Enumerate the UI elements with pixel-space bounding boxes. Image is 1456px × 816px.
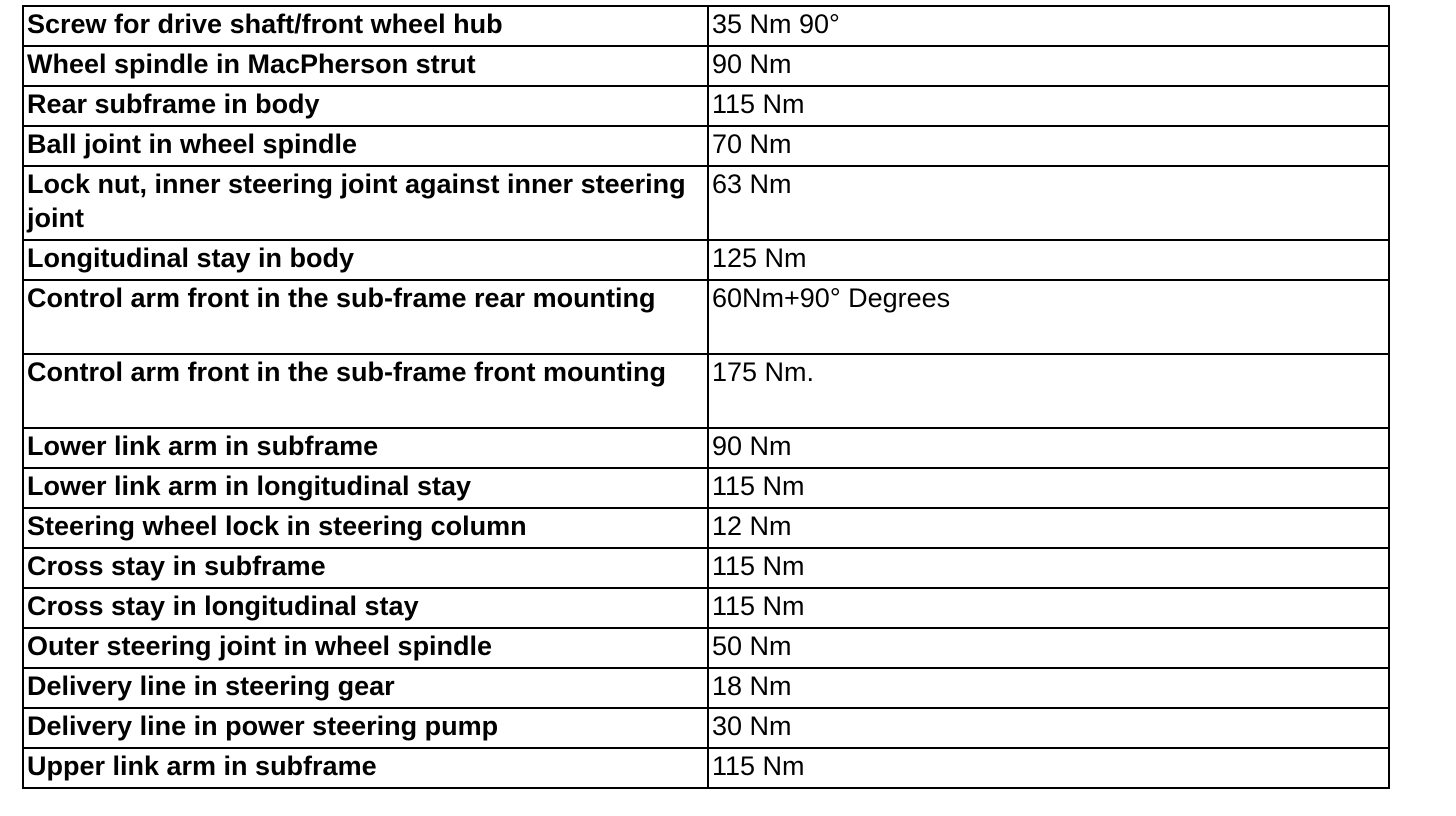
table-row (23, 548, 1389, 588)
part-description-cell: Wheel spindle in MacPherson strut (23, 46, 708, 86)
torque-value-cell: 60Nm+90° Degrees (708, 280, 1389, 354)
table-row (23, 126, 1389, 166)
torque-value-cell: 35 Nm 90° (708, 6, 1389, 46)
table-row (23, 354, 1389, 428)
table-row (23, 628, 1389, 668)
torque-value-cell: 115 Nm (708, 468, 1389, 508)
part-description-cell: Outer steering joint in wheel spindle (23, 628, 708, 668)
part-description-cell: Rear subframe in body (23, 86, 708, 126)
table-row (23, 708, 1389, 748)
torque-value-cell: 50 Nm (708, 628, 1389, 668)
torque-value-cell: 30 Nm (708, 708, 1389, 748)
part-description-cell: Cross stay in subframe (23, 548, 708, 588)
part-description-cell: Lock nut, inner steering joint against inner steering joint (23, 166, 708, 240)
torque-value-cell: 12 Nm (708, 508, 1389, 548)
torque-value-cell: 115 Nm (708, 548, 1389, 588)
torque-spec-sheet (22, 5, 1390, 789)
table-row (23, 166, 1389, 240)
torque-value-cell: 18 Nm (708, 668, 1389, 708)
torque-value-cell: 125 Nm (708, 240, 1389, 280)
part-description-cell: Lower link arm in longitudinal stay (23, 468, 708, 508)
table-row (23, 668, 1389, 708)
table-row (23, 468, 1389, 508)
torque-value-cell: 63 Nm (708, 166, 1389, 240)
part-description-cell: Delivery line in power steering pump (23, 708, 708, 748)
part-description-cell: Ball joint in wheel spindle (23, 126, 708, 166)
torque-value-cell: 175 Nm. (708, 354, 1389, 428)
table-row (23, 240, 1389, 280)
torque-table (22, 5, 1390, 789)
table-row (23, 86, 1389, 126)
torque-value-cell: 90 Nm (708, 46, 1389, 86)
part-description-cell: Control arm front in the sub-frame front mounting (23, 354, 708, 428)
part-description-cell: Delivery line in steering gear (23, 668, 708, 708)
torque-value-cell: 115 Nm (708, 748, 1389, 788)
part-description-cell: Lower link arm in subframe (23, 428, 708, 468)
table-row (23, 6, 1389, 46)
torque-value-cell: 115 Nm (708, 588, 1389, 628)
part-description-cell: Steering wheel lock in steering column (23, 508, 708, 548)
part-description-cell: Control arm front in the sub-frame rear mounting (23, 280, 708, 354)
torque-table-body (23, 6, 1389, 788)
torque-value-cell: 90 Nm (708, 428, 1389, 468)
table-row (23, 46, 1389, 86)
table-row (23, 748, 1389, 788)
table-row (23, 280, 1389, 354)
table-row (23, 508, 1389, 548)
torque-value-cell: 70 Nm (708, 126, 1389, 166)
part-description-cell: Longitudinal stay in body (23, 240, 708, 280)
part-description-cell: Upper link arm in subframe (23, 748, 708, 788)
table-row (23, 588, 1389, 628)
part-description-cell: Screw for drive shaft/front wheel hub (23, 6, 708, 46)
table-row (23, 428, 1389, 468)
part-description-cell: Cross stay in longitudinal stay (23, 588, 708, 628)
torque-value-cell: 115 Nm (708, 86, 1389, 126)
